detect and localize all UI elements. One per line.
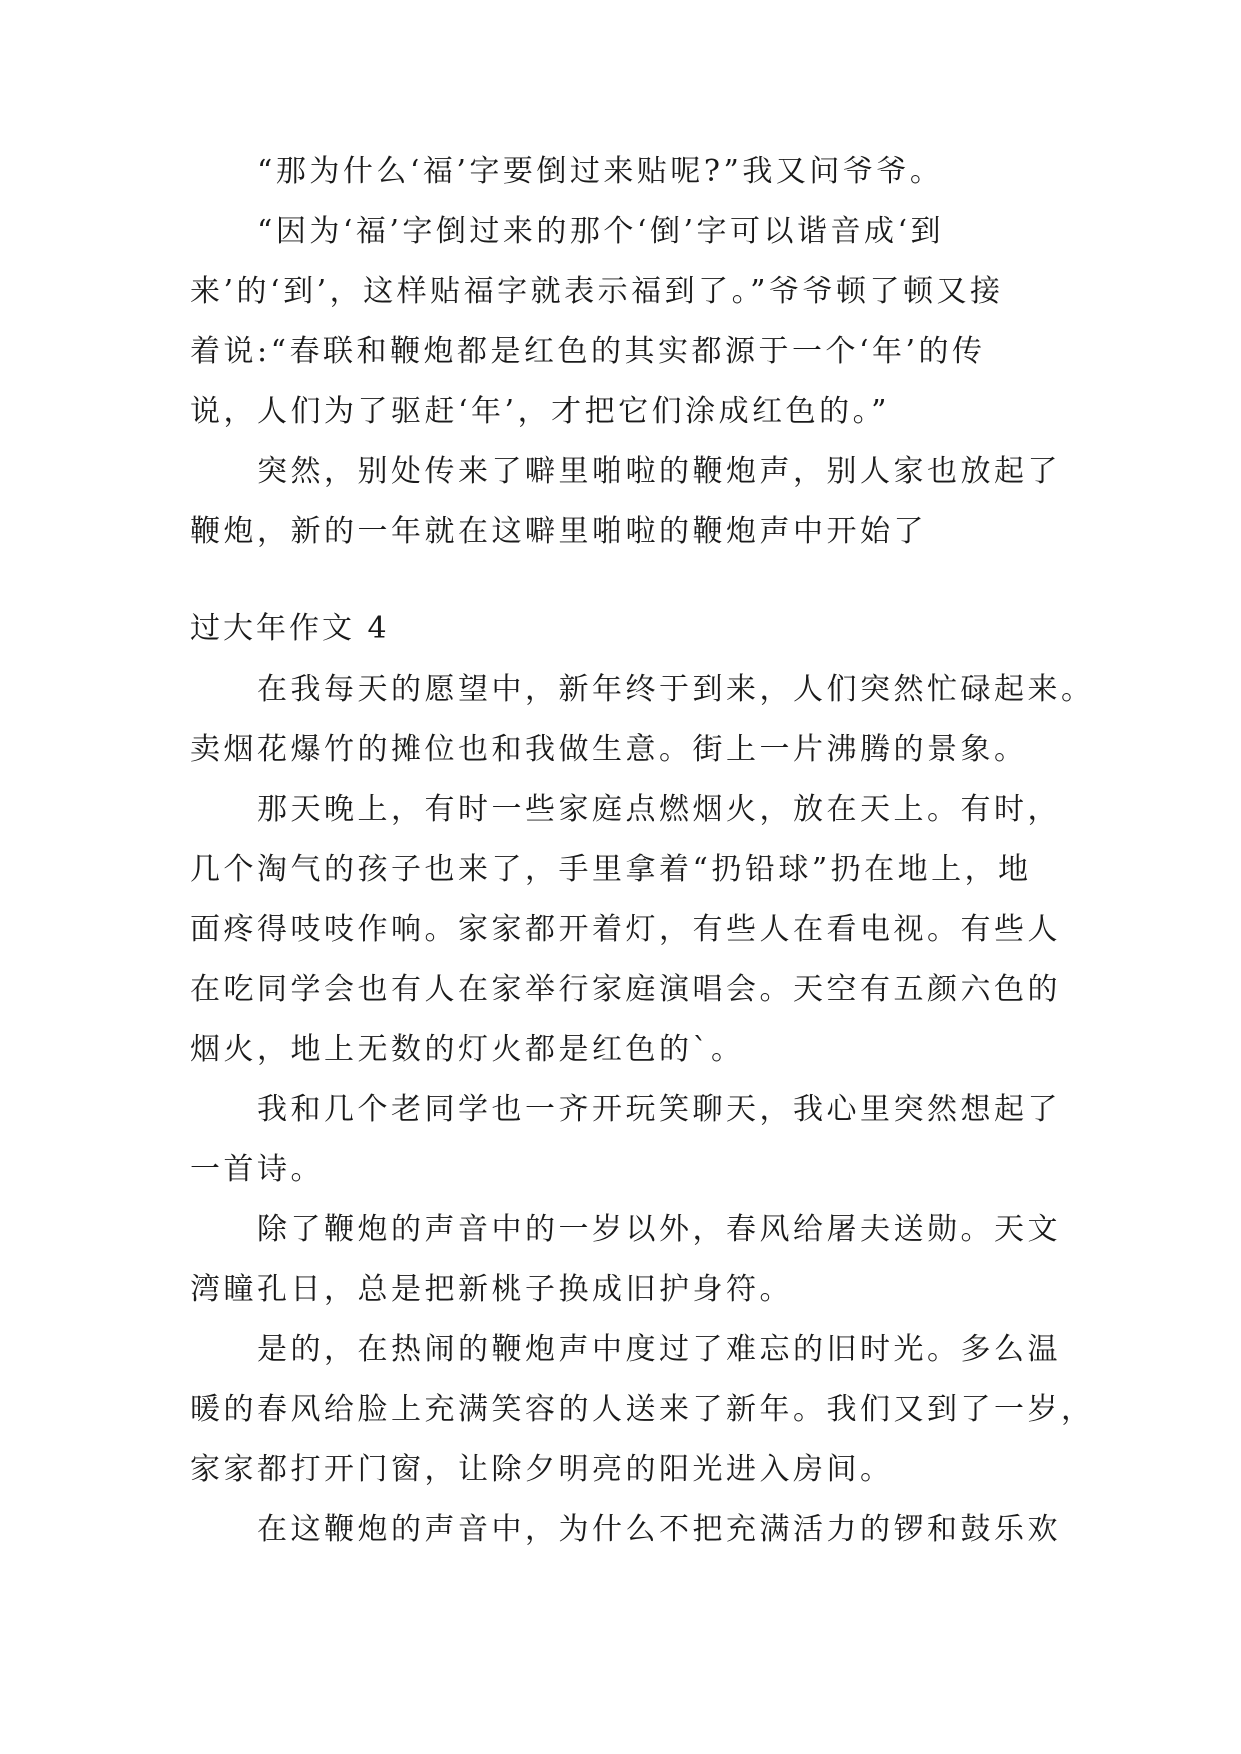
paragraph-line: 着说:“春联和鞭炮都是红色的其实都源于一个‘年’的传 bbox=[190, 334, 986, 369]
paragraph-line: 是的，在热闹的鞭炮声中度过了难忘的旧时光。多么温 bbox=[257, 1332, 1061, 1367]
paragraph-line: 面疼得吱吱作响。家家都开着灯，有些人在看电视。有些人 bbox=[190, 912, 1061, 947]
paragraph-line: 湾瞳孔日，总是把新桃子换成旧护身符。 bbox=[190, 1272, 793, 1307]
paragraph-line: 鞭炮，新的一年就在这噼里啪啦的鞭炮声中开始了 bbox=[190, 514, 927, 549]
paragraph-line: 在这鞭炮的声音中，为什么不把充满活力的锣和鼓乐欢 bbox=[257, 1512, 1061, 1547]
paragraph-line: “那为什么‘福’字要倒过来贴呢?”我又问爷爷。 bbox=[257, 154, 944, 189]
paragraph-line: 烟火，地上无数的灯火都是红色的`。 bbox=[190, 1032, 745, 1067]
paragraph-line: 除了鞭炮的声音中的一岁以外，春风给屠夫送勋。天文 bbox=[257, 1212, 1061, 1247]
section-one-body bbox=[190, 142, 1061, 562]
paragraph-line: 家家都打开门窗，让除夕明亮的阳光进入房间。 bbox=[190, 1452, 894, 1487]
paragraph-line: 卖烟花爆竹的摊位也和我做生意。街上一片沸腾的景象。 bbox=[190, 732, 1028, 767]
paragraph-line: 一首诗。 bbox=[190, 1152, 324, 1187]
paragraph-line: 来’的‘到’，这样贴福字就表示福到了。”爷爷顿了顿又接 bbox=[190, 274, 1004, 309]
section-two-body bbox=[190, 660, 1095, 1560]
paragraph-line: 在我每天的愿望中，新年终于到来，人们突然忙碌起来。 bbox=[257, 672, 1095, 707]
section-title: 过大年作文 4 bbox=[190, 611, 390, 646]
paragraph-line: 突然，别处传来了噼里啪啦的鞭炮声，别人家也放起了 bbox=[257, 454, 1061, 489]
paragraph-line: 说，人们为了驱赶‘年’，才把它们涂成红色的。” bbox=[190, 394, 890, 429]
paragraph-line: 几个淘气的孩子也来了，手里拿着“扔铅球”扔在地上，地 bbox=[190, 852, 1032, 887]
paragraph-line: 在吃同学会也有人在家举行家庭演唱会。天空有五颜六色的 bbox=[190, 972, 1061, 1007]
paragraph-line: “因为‘福’字倒过来的那个‘倒’字可以谐音成‘到 bbox=[257, 214, 945, 249]
paragraph-line: 暖的春风给脸上充满笑容的人送来了新年。我们又到了一岁， bbox=[190, 1392, 1095, 1427]
paragraph-line: 那天晚上，有时一些家庭点燃烟火，放在天上。有时， bbox=[257, 792, 1061, 827]
paragraph-line: 我和几个老同学也一齐开玩笑聊天，我心里突然想起了 bbox=[257, 1092, 1061, 1127]
